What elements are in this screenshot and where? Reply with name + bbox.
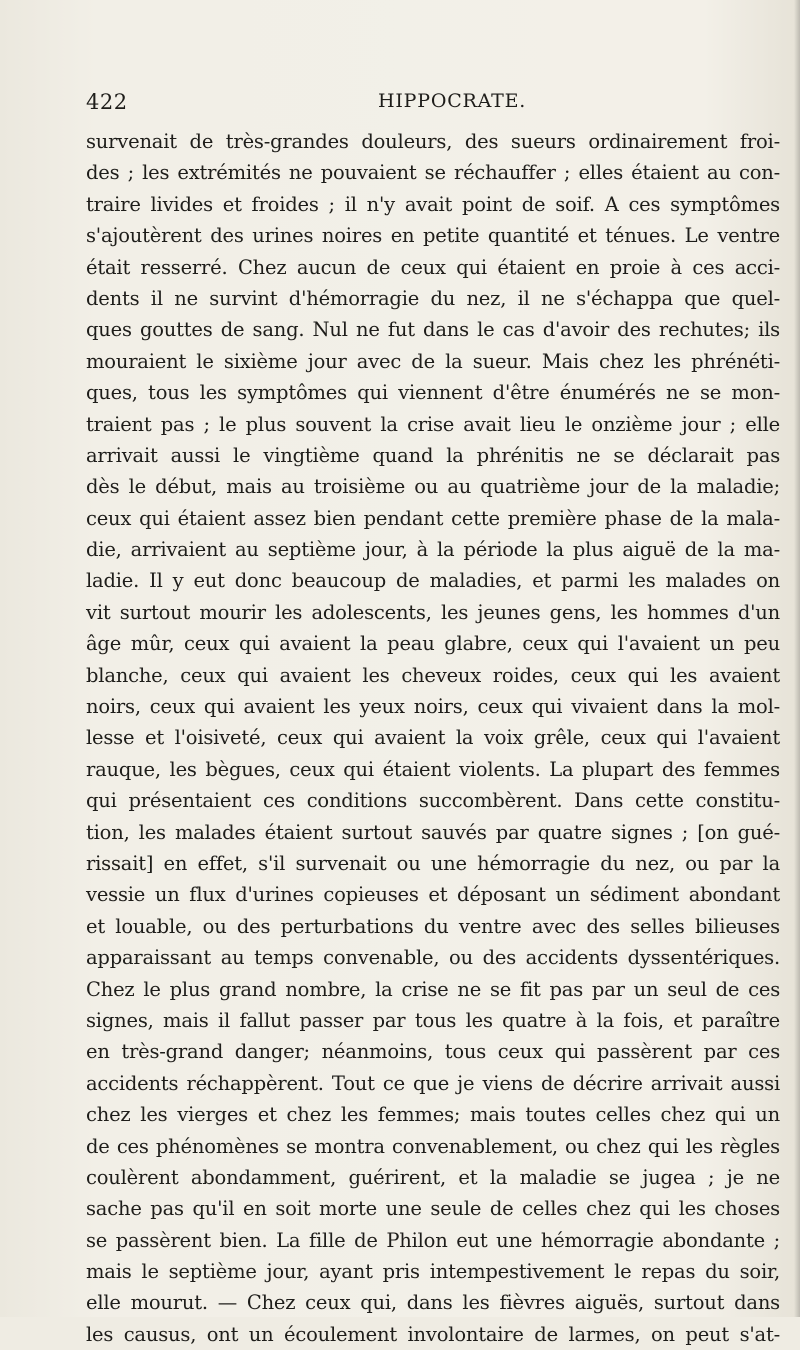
text-line: chez les vierges et chez les femmes; mais toutes celles chez qui un [86,1103,780,1127]
page-edge-shadow [794,0,800,1317]
page-number: 422 [86,90,128,114]
text-line: qui présentaient ces conditions succombèrent. Dans cette constitu- [86,789,780,813]
text-line: ceux qui étaient assez bien pendant cette première phase de la mala- [86,506,780,530]
text-line: sache pas qu'il en soit morte une seule de celles chez qui les choses [86,1197,780,1221]
text-line: tion, les malades étaient surtout sauvés par quatre signes ; [on gué- [86,820,780,844]
text-line: et louable, ou des perturbations du ventre avec des selles bilieuses [86,914,780,938]
body-text [86,126,780,1350]
text-line: survenait de très-grandes douleurs, des sueurs ordinairement froi- [86,130,780,153]
text-line: mais le septième jour, ayant pris intempestivement le repas du soir, [86,1260,780,1284]
text-line: ques, tous les symptômes qui viennent d'être énumérés ne se mon- [86,381,780,405]
text-line: lesse et l'oisiveté, ceux qui avaient la voix grêle, ceux qui l'avaient [86,726,780,750]
text-line: apparaissant au temps convenable, ou des accidents dyssentériques. [86,946,780,970]
text-line: traient pas ; le plus souvent la crise avait lieu le onzième jour ; elle [86,412,780,436]
running-title: HIPPOCRATE. [378,90,527,112]
text-line: vessie un flux d'urines copieuses et déposant un sédiment abondant [86,883,780,907]
text-line: rauque, les bègues, ceux qui étaient violents. La plupart des femmes [86,757,780,781]
text-line: Chez le plus grand nombre, la crise ne se fit pas par un seul de ces [86,977,780,1001]
text-line: ladie. Il y eut donc beaucoup de maladies, et parmi les malades on [86,569,780,593]
text-line: rissait] en effet, s'il survenait ou une hémorragie du nez, ou par la [86,851,780,875]
text-line: blanche, ceux qui avaient les cheveux roides, ceux qui les avaient [86,663,780,687]
text-line: mouraient le sixième jour avec de la sueur. Mais chez les phrénéti- [86,349,780,373]
text-line: coulèrent abondamment, guérirent, et la maladie se jugea ; je ne [86,1165,780,1189]
text-line: les causus, ont un écoulement involontaire de larmes, on peut s'at- [86,1322,780,1346]
text-line: des ; les extrémités ne pouvaient se réchauffer ; elles étaient au con- [86,161,780,185]
text-line: traire livides et froides ; il n'y avait point de soif. A ces symptômes [86,192,780,216]
text-line: elle mourut. — Chez ceux qui, dans les fièvres aiguës, surtout dans [86,1291,780,1315]
page-header [86,90,776,114]
text-line: de ces phénomènes se montra convenablement, ou chez qui les règles [86,1134,780,1158]
text-line: vit surtout mourir les adolescents, les jeunes gens, les hommes d'un [86,600,780,624]
text-line: était resserré. Chez aucun de ceux qui étaient en proie à ces acci- [86,255,780,279]
text-line: die, arrivaient au septième jour, à la période la plus aiguë de la ma- [86,538,780,562]
text-line: s'ajoutèrent des urines noires en petite quantité et ténues. Le ventre [86,224,780,248]
text-line: ques gouttes de sang. Nul ne fut dans le cas d'avoir des rechutes; ils [86,318,780,342]
text-line: dents il ne survint d'hémorragie du nez, il ne s'échappa que quel- [86,286,780,310]
text-line: se passèrent bien. La fille de Philon eut une hémorragie abondante ; [86,1228,780,1252]
text-line: accidents réchappèrent. Tout ce que je viens de décrire arrivait aussi [86,1071,780,1095]
text-line: en très-grand danger; néanmoins, tous ceux qui passèrent par ces [86,1040,780,1064]
text-line: dès le début, mais au troisième ou au quatrième jour de la maladie; [86,475,780,499]
text-line: signes, mais il fallut passer par tous les quatre à la fois, et paraître [86,1008,780,1032]
text-line: noirs, ceux qui avaient les yeux noirs, ceux qui vivaient dans la mol- [86,695,780,719]
text-line: âge mûr, ceux qui avaient la peau glabre, ceux qui l'avaient un peu [86,632,780,656]
text-line: arrivait aussi le vingtième quand la phrénitis ne se déclarait pas [86,443,780,467]
